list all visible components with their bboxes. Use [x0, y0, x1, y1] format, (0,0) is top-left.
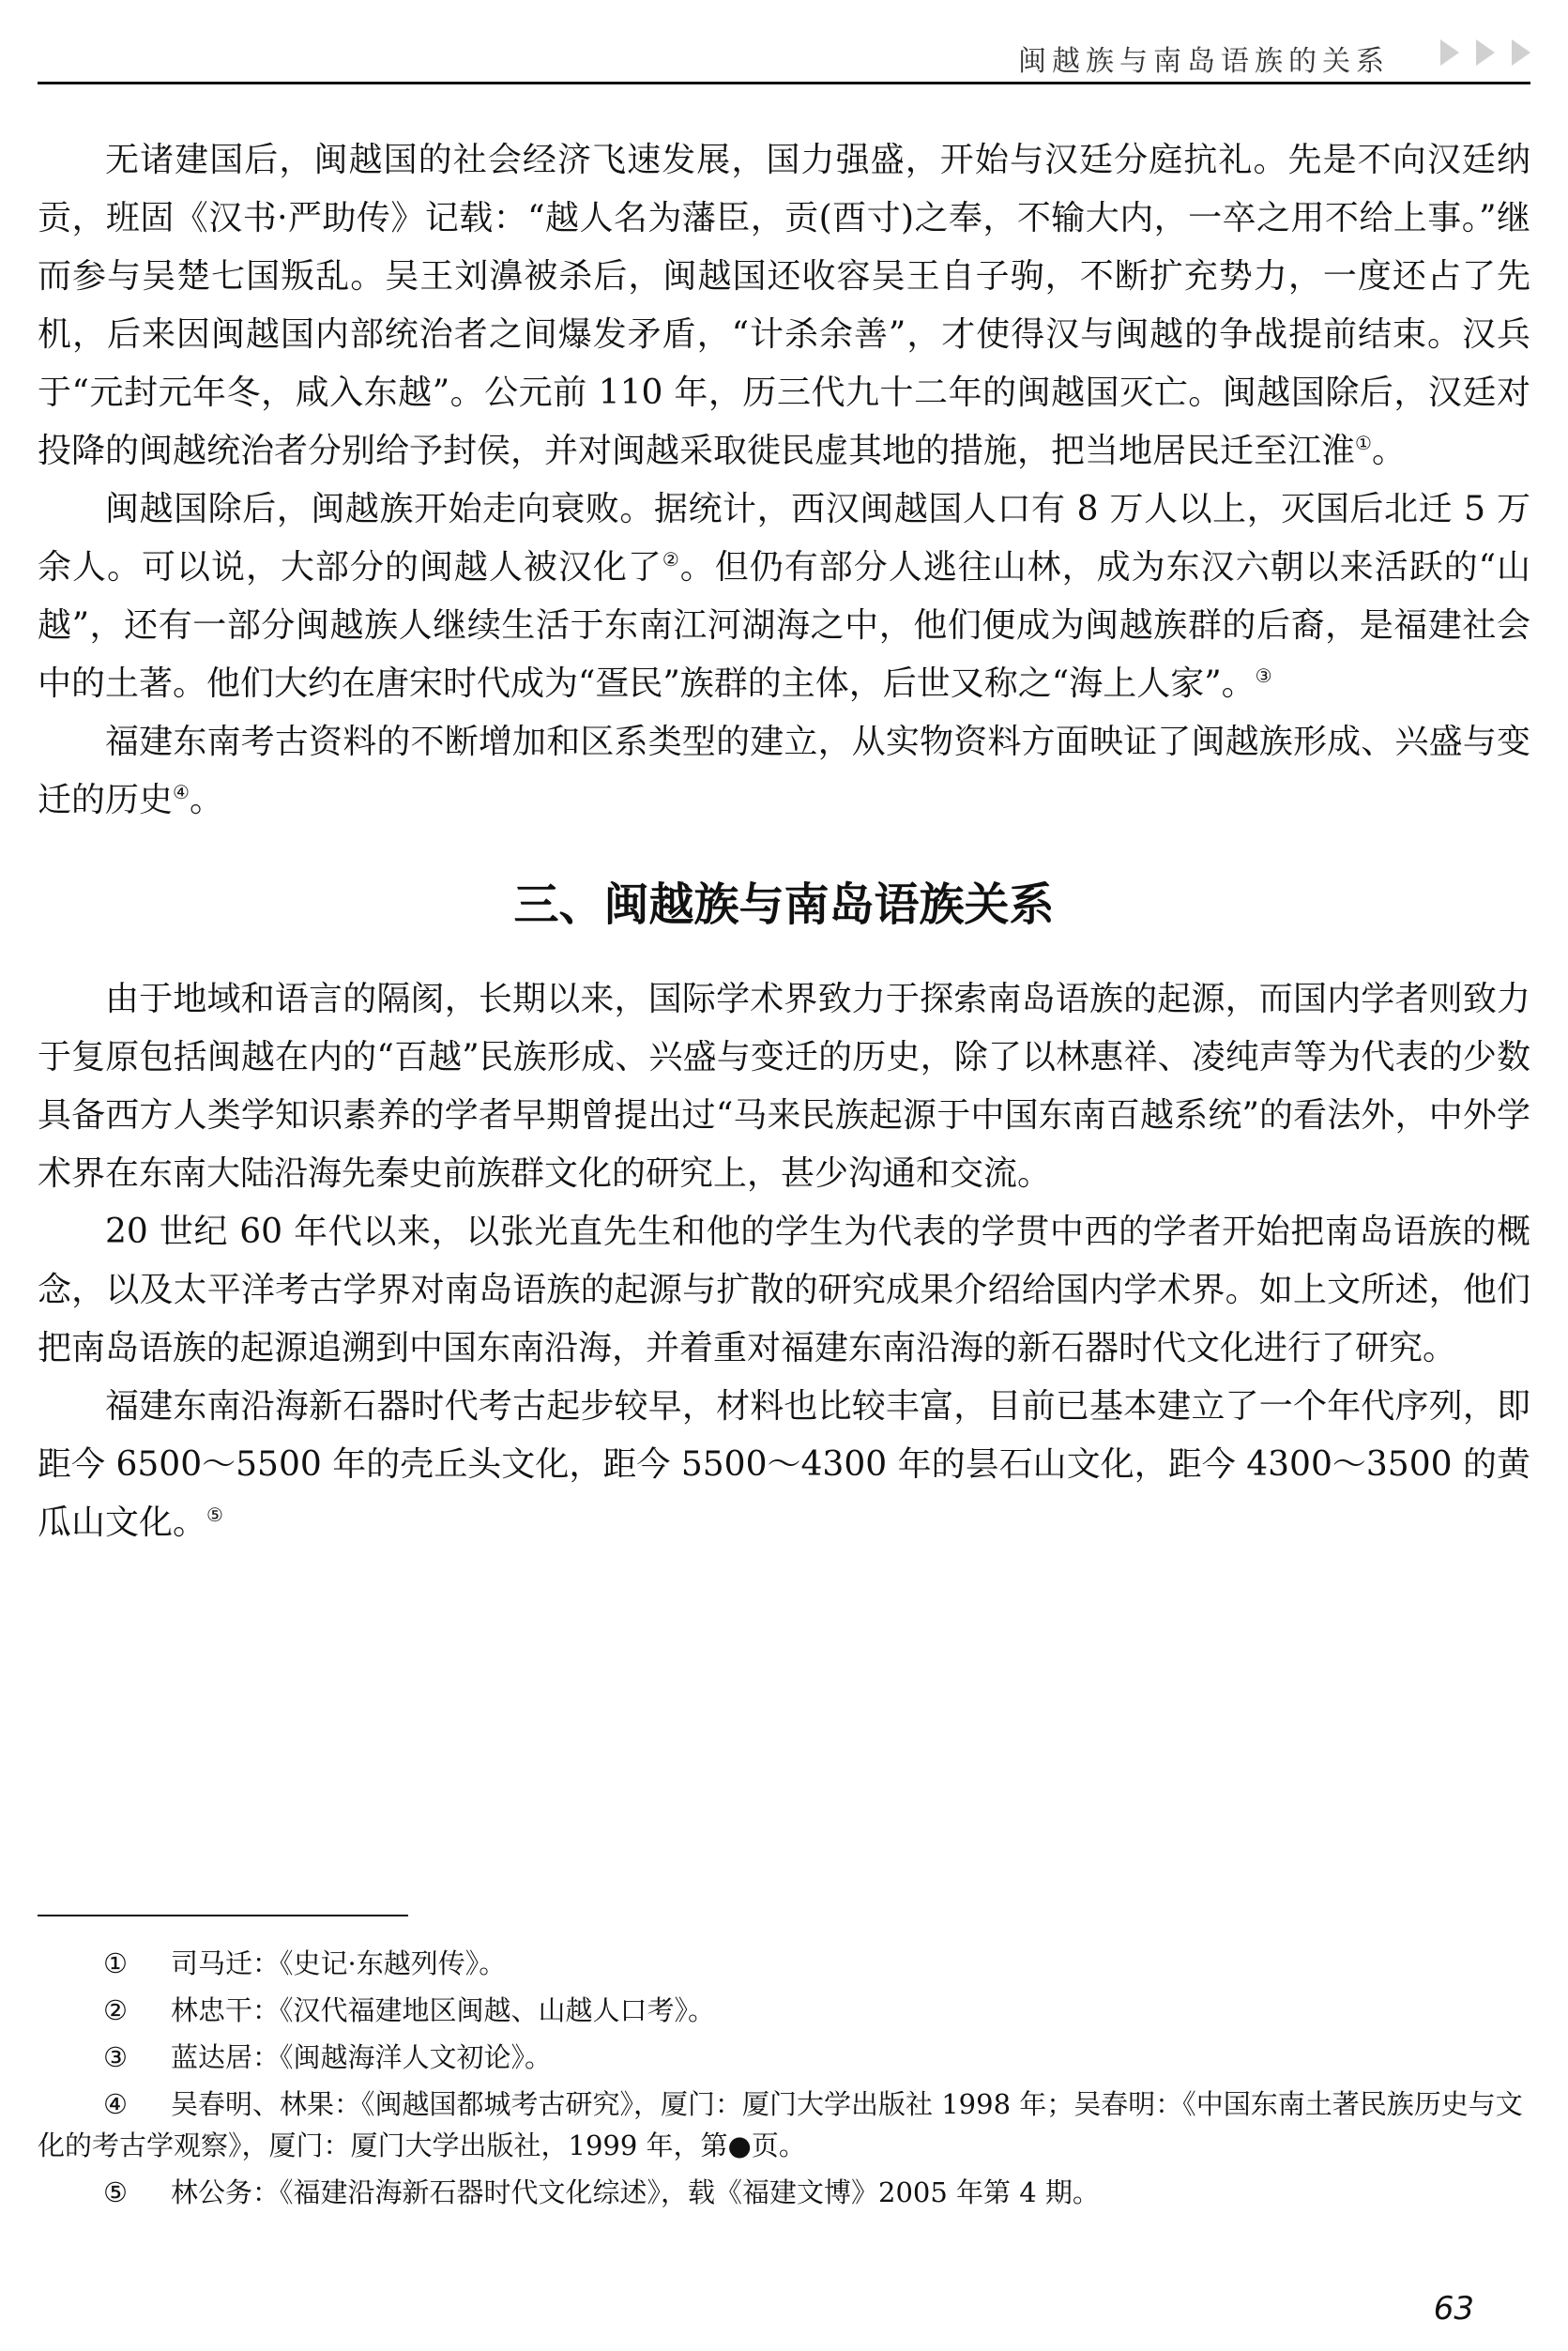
- footnote-rule: [38, 1915, 408, 1916]
- paragraph-3: 福建东南考古资料的不断增加和区系类型的建立，从实物资料方面映证了闽越族形成、兴盛与变迁的历史④。: [38, 723, 1530, 819]
- footnote-item: ① 司马迁：《史记·东越列传》。: [103, 1947, 507, 1979]
- footnote-ref-5[interactable]: ⑤: [206, 1504, 223, 1526]
- footnote-item: ③ 蓝达居：《闽越海洋人文初论》。: [103, 2041, 553, 2073]
- body-text: [38, 131, 1530, 1552]
- paragraph-2: 闽越国除后，闽越族开始走向衰败。据统计，西汉闽越国人口有 8 万人以上，灭国后北迁 5 万余人。可以说，大部分的闽越人被汉化了②。但仍有部分人逃往山林，成为东汉六朝以来活跃的“山越”，还有一部分闽越族人继续生活于东南江河湖海之中，他们便成为闽越族群的后裔，是福建社会中的土著。他们大约在唐宋时代成为“疍民”族群的主体，后世又称之“海上人家”。③: [38, 490, 1530, 703]
- running-header: [38, 26, 1530, 84]
- section-title: 三、闽越族与南岛语族关系: [513, 878, 1055, 931]
- footnote-item: ② 林忠干：《汉代福建地区闽越、山越人口考》。: [103, 1994, 716, 2026]
- page-number: 63: [1433, 2290, 1474, 2328]
- header-rule: [38, 82, 1530, 84]
- footnote-item: ⑤ 林公务：《福建沿海新石器时代文化综述》，载《福建文博》2005 年第 4 期。: [103, 2176, 1100, 2208]
- running-title: 闽越族与南岛语族的关系: [1018, 45, 1390, 78]
- footnote-ref-2[interactable]: ②: [662, 548, 680, 571]
- paragraph-1: 无诸建国后，闽越国的社会经济飞速发展，国力强盛，开始与汉廷分庭抗礼。先是不向汉廷纳贡，班固《汉书·严助传》记载：“越人名为藩臣，贡(酉寸)之奉，不输大内，一卒之用不给上事。”继而参与吴楚七国叛乱。吴王刘濞被杀后，闽越国还收容吴王自子驹，不断扩充势力，一度还占了先机，后来因闽越国内部统治者之间爆发矛盾，“计杀余善”，才使得汉与闽越的争战提前结束。汉兵于“元封元年冬，咸入东越”。公元前 110 年，历三代九十二年的闽越国灭亡。闽越国除后，汉廷对投降的闽越统治者分别给予封侯，并对闽越采取徙民虚其地的措施，把当地居民迁至江淮①。: [38, 141, 1530, 470]
- paragraph-4: 由于地域和语言的隔阂，长期以来，国际学术界致力于探索南岛语族的起源，而国内学者则致力于复原包括闽越在内的“百越”民族形成、兴盛与变迁的历史，除了以林惠祥、凌纯声等为代表的少数具备西方人类学知识素养的学者早期曾提出过“马来民族起源于中国东南百越系统”的看法外，中外学术界在东南大陆沿海先秦史前族群文化的研究上，甚少沟通和交流。: [38, 980, 1530, 1193]
- footnote-ref-1[interactable]: ①: [1355, 432, 1372, 454]
- header-arrows: [1440, 39, 1530, 66]
- footnote-ref-3[interactable]: ③: [1255, 664, 1272, 687]
- footnote-item: ④ 吴春明、林果：《闽越国都城考古研究》，厦门：厦门大学出版社 1998 年；吴春明：《中国东南土著民族历史与文化的考古学观察》，厦门：厦门大学出版社，1999 年，第●页。: [38, 2088, 1523, 2161]
- triangle-right-icon: [1512, 39, 1530, 66]
- paragraph-5: 20 世纪 60 年代以来，以张光直先生和他的学生为代表的学贯中西的学者开始把南岛语族的概念，以及太平洋考古学界对南岛语族的起源与扩散的研究成果介绍给国内学术界。如上文所述，他们把南岛语族的起源追溯到中国东南沿海，并着重对福建东南沿海的新石器时代文化进行了研究。: [38, 1213, 1530, 1367]
- paragraph-6: 福建东南沿海新石器时代考古起步较早，材料也比较丰富，目前已基本建立了一个年代序列，即距今 6500～5500 年的壳丘头文化，距今 5500～4300 年的昙石山文化，距今 4300～3500 的黄瓜山文化。⑤: [38, 1387, 1530, 1542]
- footnote-ref-4[interactable]: ④: [173, 781, 190, 803]
- triangle-right-icon: [1440, 39, 1459, 66]
- footnotes: [38, 1943, 1530, 2219]
- triangle-right-icon: [1476, 39, 1495, 66]
